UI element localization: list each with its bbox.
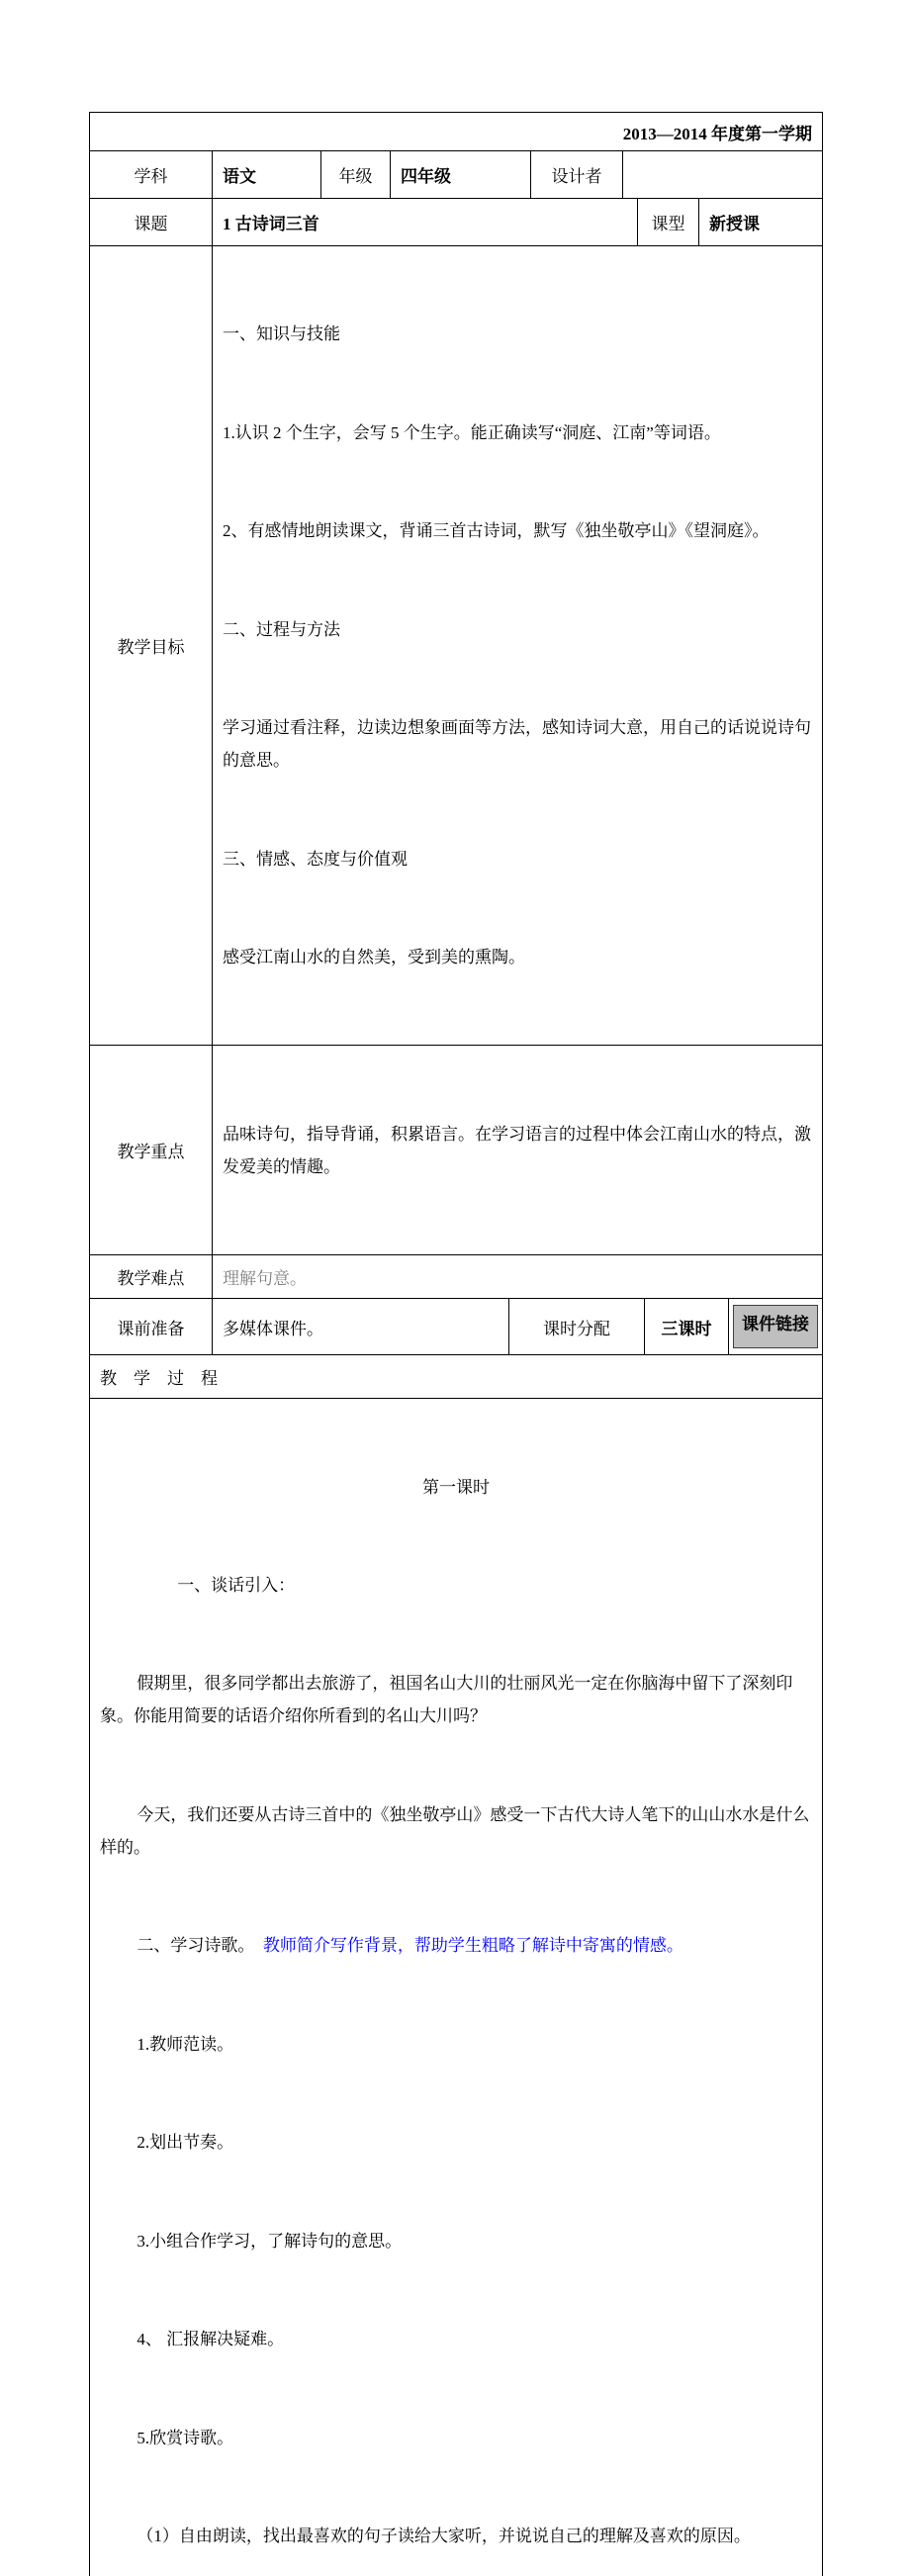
- process-header-row: [90, 1354, 822, 1398]
- learn-note-blue: 教师简介写作背景，帮助学生粗略了解诗中寄寓的情感。: [262, 1936, 683, 1956]
- subject-label: 学科: [134, 167, 168, 186]
- process-paragraph: 假期里，很多同学都出去旅游了，祖国名山大川的壮丽风光一定在你脑海中留下了深刻印象。你能用简要的话语介绍你所看到的名山大川吗？: [100, 1674, 793, 1726]
- designer-value: [622, 151, 822, 198]
- course-type-value: 新授课: [698, 199, 822, 245]
- info-row: [90, 150, 822, 198]
- process-row: [90, 1398, 822, 2576]
- topic-label: 课题: [134, 215, 168, 233]
- difficulty-text: 理解句意。: [212, 1255, 822, 1298]
- process-step: （1）自由朗读，找出最喜欢的句子读给大家听，并说说自己的理解及喜欢的原因。: [136, 2527, 751, 2545]
- session-title: 第一课时: [422, 1477, 490, 1497]
- courseware-link-cell: [728, 1299, 822, 1354]
- topic-value: 1 古诗词三首: [212, 199, 637, 245]
- subject-value: 语文: [212, 151, 320, 198]
- topic-row: [90, 198, 822, 245]
- grade-value: 四年级: [390, 151, 530, 198]
- process-step: 4、 汇报解决疑难。: [136, 2330, 285, 2349]
- difficulty-label: 教学难点: [117, 1269, 185, 1289]
- process-intro-heading: 一、谈话引入：: [177, 1575, 296, 1595]
- process-paragraph: [100, 1929, 812, 1962]
- course-type-label: 课型: [637, 199, 698, 245]
- objective-line: 学习通过看注释，边读边想象画面等方法，感知诗词大意，用自己的话说说诗句的意思。: [223, 717, 811, 771]
- process-step: 2.划出节奏。: [136, 2133, 234, 2153]
- objective-line: 2、有感情地朗读课文，背诵三首古诗词，默写《独坐敬亭山》《望洞庭》。: [223, 521, 770, 541]
- schedule-value: 三课时: [644, 1299, 728, 1354]
- process-step: 5.欣赏诗歌。: [136, 2428, 234, 2447]
- process-header: 教 学 过 程: [100, 1369, 218, 1389]
- term-header: 2013—2014 年度第一学期: [622, 124, 812, 143]
- key-points-content: [212, 1046, 822, 1254]
- preparation-label: 课前准备: [117, 1319, 185, 1338]
- key-points-text: 品味诗句，指导背诵，积累语言。在学习语言的过程中体会江南山水的特点，激发爱美的情趣。: [223, 1124, 811, 1176]
- objective-line: 三、情感、态度与价值观: [223, 849, 408, 869]
- learn-heading: 二、学习诗歌。: [136, 1936, 263, 1956]
- objectives-content: [212, 246, 822, 1045]
- objective-line: 二、过程与方法: [223, 619, 340, 639]
- process-paragraph: 今天，我们还要从古诗三首中的《独坐敬亭山》感受一下古代大诗人笔下的山山水水是什么样的。: [100, 1804, 810, 1858]
- courseware-link[interactable]: 课件链接: [733, 1305, 818, 1348]
- term-row: [90, 113, 822, 150]
- process-step: 3.小组合作学习，了解诗句的意思。: [136, 2231, 403, 2251]
- process-step: 1.教师范读。: [136, 2034, 234, 2054]
- designer-label: 设计者: [530, 151, 622, 198]
- schedule-label: 课时分配: [508, 1299, 644, 1354]
- process-content: [90, 1399, 822, 2576]
- preparation-value: 多媒体课件。: [212, 1299, 508, 1354]
- difficulty-row: [90, 1254, 822, 1298]
- objectives-label: 教学目标: [117, 638, 185, 658]
- key-points-label: 教学重点: [117, 1143, 185, 1162]
- grade-label: 年级: [320, 151, 390, 198]
- lesson-plan-table: [89, 112, 823, 2576]
- key-points-row: [90, 1045, 822, 1254]
- preparation-row: [90, 1298, 822, 1354]
- objective-line: 一、知识与技能: [223, 324, 340, 344]
- objective-line: 1.认识 2 个生字，会写 5 个生字。能正确读写“洞庭、江南”等词语。: [223, 422, 721, 442]
- objectives-row: [90, 245, 822, 1045]
- objective-line: 感受江南山水的自然美，受到美的熏陶。: [223, 947, 525, 966]
